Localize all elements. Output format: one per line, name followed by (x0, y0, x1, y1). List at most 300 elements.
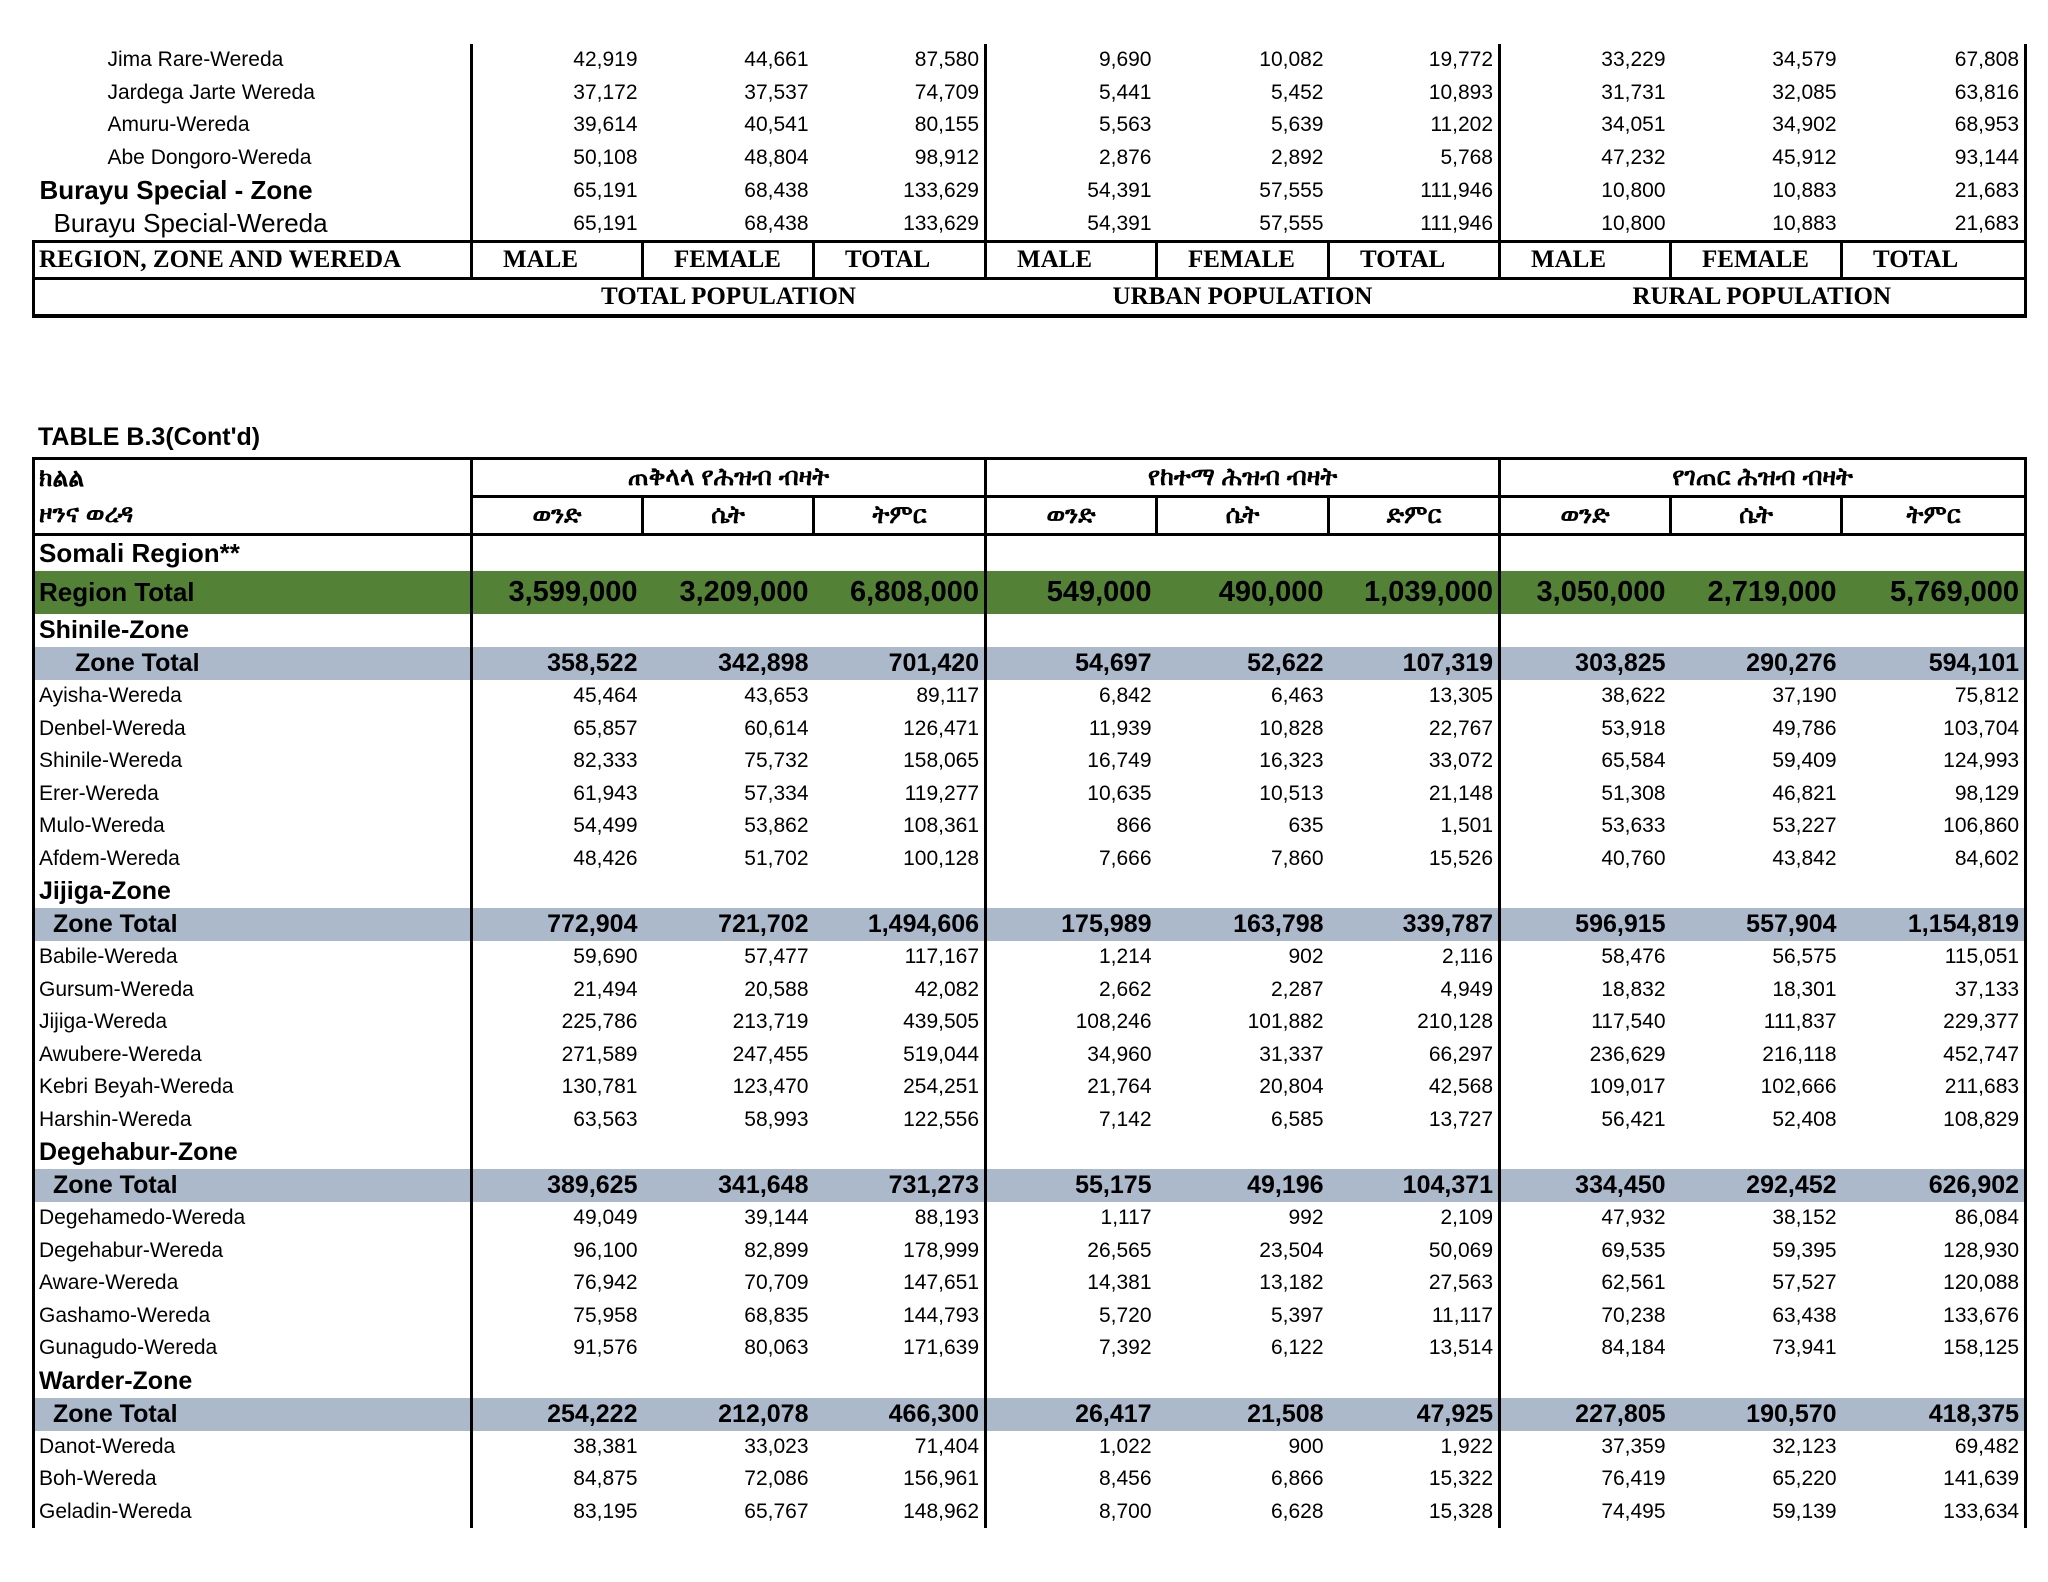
zone-total-row (34, 647, 2026, 680)
population-value: 6,808,000 (814, 571, 986, 614)
population-value: 124,993 (1842, 745, 2026, 778)
wereda-row-label: Shinile-Wereda (34, 745, 472, 778)
population-value: 339,787 (1329, 908, 1500, 941)
population-value: 57,527 (1772, 1271, 1837, 1295)
region-name-row (34, 535, 2026, 572)
top-column-header-row (34, 242, 2026, 279)
population-value: 54,391 (1087, 178, 1152, 202)
population-value: 76,419 (1601, 1467, 1666, 1491)
header-column: ወንድ (986, 497, 1157, 535)
population-value: 158,125 (1842, 1332, 2026, 1365)
population-value: 117,540 (1591, 1010, 1666, 1034)
wereda-row-label: Boh-Wereda (34, 1463, 472, 1496)
population-value: 83,195 (573, 1499, 638, 1523)
population-value: 70,238 (1601, 1303, 1666, 1327)
population-value: 50,069 (1329, 1235, 1500, 1268)
population-value: 34,051 (1601, 113, 1666, 137)
header-column: FEMALE (1671, 242, 1842, 279)
empty-cell (1500, 875, 1671, 908)
wereda-row-label: Abe Dongoro-Wereda (34, 142, 472, 175)
population-value: 101,882 (1247, 1010, 1324, 1034)
empty-cell (472, 535, 643, 572)
table-row (34, 1496, 2026, 1529)
population-value: 16,323 (1259, 749, 1324, 773)
population-value: 74,495 (1601, 1499, 1666, 1523)
empty-cell (1500, 535, 1671, 572)
population-value: 23,504 (1259, 1238, 1324, 1262)
empty-cell (986, 1136, 1157, 1169)
empty-cell (1500, 1136, 1671, 1169)
somali-population-table (32, 457, 2027, 1528)
empty-cell (643, 1136, 814, 1169)
population-value: 53,633 (1601, 814, 1666, 838)
zone-total-label: Zone Total (34, 1398, 472, 1431)
population-value: 190,570 (1671, 1398, 1842, 1431)
population-value: 992 (1288, 1206, 1324, 1230)
population-value: 772,904 (472, 908, 643, 941)
zone-header-row (34, 875, 2026, 908)
population-value: 10,635 (1087, 781, 1152, 805)
population-value: 37,537 (744, 80, 809, 104)
population-value: 56,421 (1601, 1107, 1666, 1131)
zone-name: Shinile-Zone (34, 614, 472, 647)
header-column: TOTAL (814, 242, 986, 279)
empty-cell (1329, 614, 1500, 647)
empty-cell (1157, 535, 1329, 572)
table-row (34, 1235, 2026, 1268)
population-value: 3,599,000 (472, 571, 643, 614)
population-value: 721,702 (643, 908, 814, 941)
population-value: 236,629 (1589, 1042, 1666, 1066)
zone-header-row (34, 614, 2026, 647)
table-row (34, 1300, 2026, 1333)
population-value: 18,301 (1772, 977, 1837, 1001)
population-value: 84,184 (1601, 1336, 1666, 1360)
population-value: 147,651 (814, 1267, 986, 1300)
population-value: 342,898 (643, 647, 814, 680)
population-value: 65,857 (573, 716, 638, 740)
wereda-row-label: Degehamedo-Wereda (34, 1202, 472, 1235)
population-value: 69,482 (1842, 1431, 2026, 1464)
top-population-table (32, 44, 2027, 318)
table-row (34, 1039, 2026, 1072)
population-value: 65,191 (573, 211, 638, 235)
population-value: 11,117 (1329, 1300, 1500, 1333)
header-column: ሴት (643, 497, 814, 535)
wereda-row-label: Afdem-Wereda (34, 843, 472, 876)
population-value: 103,704 (1842, 713, 2026, 746)
population-value: 54,391 (1087, 211, 1152, 235)
population-value: 59,409 (1772, 749, 1837, 773)
population-value: 119,277 (814, 778, 986, 811)
empty-cell (814, 875, 986, 908)
empty-cell (1157, 1365, 1329, 1398)
population-value: 900 (1288, 1434, 1324, 1458)
population-value: 156,961 (814, 1463, 986, 1496)
population-value: 42,919 (573, 48, 638, 72)
population-value: 290,276 (1671, 647, 1842, 680)
population-value: 37,172 (573, 80, 638, 104)
population-value: 1,117 (1100, 1206, 1152, 1230)
population-value: 148,962 (814, 1496, 986, 1529)
population-value: 108,829 (1842, 1104, 2026, 1137)
header-column: MALE (1500, 242, 1671, 279)
population-value: 43,653 (744, 684, 809, 708)
table-row (34, 1431, 2026, 1464)
population-value: 3,209,000 (643, 571, 814, 614)
population-value: 133,634 (1842, 1496, 2026, 1529)
population-value: 19,772 (1329, 44, 1500, 77)
table-row (34, 1006, 2026, 1039)
population-value: 466,300 (814, 1398, 986, 1431)
empty-cell (1157, 1136, 1329, 1169)
population-value: 49,196 (1157, 1169, 1329, 1202)
population-value: 123,470 (732, 1075, 809, 1099)
empty-cell (986, 535, 1157, 572)
population-value: 102,666 (1760, 1075, 1837, 1099)
population-value: 56,575 (1772, 945, 1837, 969)
population-value: 98,129 (1842, 778, 2026, 811)
wereda-row-label: Gashamo-Wereda (34, 1300, 472, 1333)
population-value: 10,883 (1772, 211, 1837, 235)
population-value: 254,251 (814, 1071, 986, 1104)
population-value: 178,999 (814, 1235, 986, 1268)
empty-cell (1671, 1136, 1842, 1169)
wereda-row-label: Jima Rare-Wereda (34, 44, 472, 77)
population-value: 63,816 (1842, 77, 2026, 110)
zone-header-row (34, 1365, 2026, 1398)
table-row (34, 207, 2026, 242)
population-value: 57,555 (1259, 211, 1324, 235)
population-value: 247,455 (732, 1042, 809, 1066)
empty-cell (643, 875, 814, 908)
population-value: 52,622 (1157, 647, 1329, 680)
population-value: 866 (1116, 814, 1152, 838)
table-row (34, 1202, 2026, 1235)
empty-cell (1671, 535, 1842, 572)
population-value: 1,154,819 (1842, 908, 2026, 941)
empty-cell (643, 614, 814, 647)
population-value: 13,727 (1329, 1104, 1500, 1137)
population-value: 50,108 (573, 145, 638, 169)
population-value: 626,902 (1842, 1169, 2026, 1202)
population-value: 452,747 (1842, 1039, 2026, 1072)
wereda-row-label: Geladin-Wereda (34, 1496, 472, 1529)
population-value: 57,334 (744, 781, 809, 805)
population-value: 34,579 (1772, 48, 1837, 72)
population-value: 108,361 (814, 810, 986, 843)
population-value: 75,812 (1842, 680, 2026, 713)
population-value: 88,193 (814, 1202, 986, 1235)
population-value: 54,499 (573, 814, 638, 838)
table-row (34, 44, 2026, 77)
population-value: 16,749 (1087, 749, 1152, 773)
population-value: 212,078 (643, 1398, 814, 1431)
population-value: 55,175 (986, 1169, 1157, 1202)
empty-cell (1842, 535, 2026, 572)
empty-cell (1842, 614, 2026, 647)
top-group-header-row (34, 279, 2026, 317)
empty-cell (814, 614, 986, 647)
wereda-row-label: Harshin-Wereda (34, 1104, 472, 1137)
population-value: 2,662 (1098, 977, 1152, 1001)
population-value: 89,117 (814, 680, 986, 713)
population-value: 91,576 (573, 1336, 638, 1360)
population-value: 7,142 (1098, 1107, 1152, 1131)
population-value: 731,273 (814, 1169, 986, 1202)
population-value: 130,781 (561, 1075, 638, 1099)
population-value: 5,563 (1098, 113, 1152, 137)
population-value: 6,628 (1270, 1499, 1324, 1523)
zone-name: Warder-Zone (34, 1365, 472, 1398)
population-value: 216,118 (1762, 1042, 1837, 1066)
population-value: 47,232 (1601, 145, 1666, 169)
population-value: 389,625 (472, 1169, 643, 1202)
population-value: 2,892 (1270, 145, 1324, 169)
empty-cell (472, 875, 643, 908)
population-value: 32,123 (1772, 1434, 1837, 1458)
population-value: 117,167 (814, 941, 986, 974)
population-value: 229,377 (1842, 1006, 2026, 1039)
population-value: 31,337 (1259, 1042, 1324, 1066)
population-value: 303,825 (1500, 647, 1671, 680)
population-value: 213,719 (732, 1010, 809, 1034)
population-value: 47,932 (1601, 1206, 1666, 1230)
population-value: 54,697 (986, 647, 1157, 680)
population-value: 106,860 (1842, 810, 2026, 843)
population-value: 11,939 (1088, 716, 1152, 740)
population-value: 902 (1288, 945, 1324, 969)
population-value: 5,397 (1270, 1303, 1324, 1327)
population-value: 51,308 (1601, 781, 1666, 805)
population-value: 43,842 (1772, 846, 1837, 870)
population-value: 225,786 (561, 1010, 638, 1034)
wereda-row-label: Aware-Wereda (34, 1267, 472, 1300)
population-value: 8,700 (1098, 1499, 1152, 1523)
zone-header-row (34, 1136, 2026, 1169)
empty-cell (1500, 614, 1671, 647)
population-value: 341,648 (643, 1169, 814, 1202)
population-value: 65,584 (1601, 749, 1666, 773)
population-value: 210,128 (1329, 1006, 1500, 1039)
header-group-total: ጠቅላላ የሕዝብ ብዛት (472, 459, 986, 497)
population-value: 58,993 (744, 1107, 809, 1131)
region-name: Somali Region** (34, 535, 472, 572)
population-value: 109,017 (1589, 1075, 1666, 1099)
population-value: 67,808 (1842, 44, 2026, 77)
table-row (34, 77, 2026, 110)
zone-total-label: Zone Total (34, 908, 472, 941)
population-value: 122,556 (814, 1104, 986, 1137)
population-value: 158,065 (814, 745, 986, 778)
population-value: 13,305 (1329, 680, 1500, 713)
population-value: 84,875 (573, 1467, 638, 1491)
wereda-row-label: Amuru-Wereda (34, 109, 472, 142)
population-value: 68,438 (744, 178, 809, 202)
empty-cell (1329, 1136, 1500, 1169)
population-value: 60,614 (744, 716, 809, 740)
empty-cell (1842, 1365, 2026, 1398)
population-value: 128,930 (1842, 1235, 2026, 1268)
table-caption: TABLE B.3(Cont'd) (38, 423, 261, 451)
population-value: 37,133 (1842, 974, 2026, 1007)
population-value: 4,949 (1329, 974, 1500, 1007)
population-value: 75,732 (744, 749, 809, 773)
population-value: 133,629 (814, 207, 986, 242)
population-value: 490,000 (1157, 571, 1329, 614)
header-column: ወንድ (1500, 497, 1671, 535)
header-column: FEMALE (643, 242, 814, 279)
population-value: 58,476 (1601, 945, 1666, 969)
table-row (34, 174, 2026, 207)
population-value: 82,333 (573, 749, 638, 773)
population-value: 104,371 (1329, 1169, 1500, 1202)
header-group-urban: የከተማ ሕዝብ ብዛት (986, 459, 1500, 497)
population-value: 38,622 (1601, 684, 1666, 708)
population-value: 7,392 (1098, 1336, 1152, 1360)
population-value: 22,767 (1329, 713, 1500, 746)
header-column: MALE (472, 242, 643, 279)
population-value: 49,049 (573, 1206, 638, 1230)
wereda-row-label: Denbel-Wereda (34, 713, 472, 746)
population-value: 21,494 (573, 977, 638, 1001)
wereda-row-label: Gunagudo-Wereda (34, 1332, 472, 1365)
zone-name: Jijiga-Zone (34, 875, 472, 908)
table-row (34, 142, 2026, 175)
empty-cell (986, 875, 1157, 908)
population-value: 96,100 (573, 1238, 638, 1262)
population-value: 120,088 (1842, 1267, 2026, 1300)
population-value: 6,122 (1270, 1336, 1324, 1360)
header-column: TOTAL (1842, 242, 2026, 279)
empty-cell (472, 1136, 643, 1169)
population-value: 635 (1288, 814, 1324, 838)
population-value: 2,876 (1098, 145, 1152, 169)
population-value: 6,842 (1098, 684, 1152, 708)
empty-cell (472, 1365, 643, 1398)
population-value: 271,589 (561, 1042, 638, 1066)
population-value: 1,501 (1329, 810, 1500, 843)
population-value: 100,128 (814, 843, 986, 876)
wereda-row-label: Danot-Wereda (34, 1431, 472, 1464)
population-value: 20,804 (1259, 1075, 1324, 1099)
population-value: 1,039,000 (1329, 571, 1500, 614)
population-value: 18,832 (1601, 977, 1666, 1001)
zone-name: Degehabur-Zone (34, 1136, 472, 1169)
population-value: 5,452 (1270, 80, 1324, 104)
population-value: 163,798 (1157, 908, 1329, 941)
empty-cell (1842, 875, 2026, 908)
population-value: 34,960 (1087, 1042, 1152, 1066)
population-value: 74,709 (814, 77, 986, 110)
population-value: 27,563 (1329, 1267, 1500, 1300)
wereda-row-label: Ayisha-Wereda (34, 680, 472, 713)
population-value: 75,958 (573, 1303, 638, 1327)
population-value: 6,585 (1270, 1107, 1324, 1131)
population-value: 15,328 (1329, 1496, 1500, 1529)
population-value: 45,464 (573, 684, 638, 708)
table-row (34, 974, 2026, 1007)
population-value: 48,426 (573, 846, 638, 870)
population-value: 13,514 (1329, 1332, 1500, 1365)
population-value: 37,359 (1601, 1434, 1666, 1458)
population-value: 71,404 (814, 1431, 986, 1464)
header-empty (34, 279, 472, 317)
zone-total-row (34, 1169, 2026, 1202)
population-value: 10,800 (1601, 178, 1666, 202)
population-value: 21,683 (1842, 174, 2026, 207)
table-row (34, 778, 2026, 811)
special-wereda-label: Burayu Special-Wereda (34, 207, 472, 242)
header-column: ድምር (1329, 497, 1500, 535)
population-value: 21,683 (1842, 207, 2026, 242)
population-value: 10,828 (1259, 716, 1324, 740)
population-value: 38,381 (573, 1434, 638, 1458)
table-row (34, 680, 2026, 713)
population-value: 292,452 (1671, 1169, 1842, 1202)
population-value: 334,450 (1500, 1169, 1671, 1202)
population-value: 211,683 (1842, 1071, 2026, 1104)
population-value: 596,915 (1500, 908, 1671, 941)
empty-cell (1329, 875, 1500, 908)
header-column: ትምር (814, 497, 986, 535)
empty-cell (1329, 1365, 1500, 1398)
population-value: 80,155 (814, 109, 986, 142)
wereda-row-label: Erer-Wereda (34, 778, 472, 811)
population-value: 111,946 (1329, 207, 1500, 242)
population-value: 51,702 (744, 846, 809, 870)
population-value: 21,508 (1157, 1398, 1329, 1431)
table-row (34, 1267, 2026, 1300)
population-value: 86,084 (1842, 1202, 2026, 1235)
population-value: 34,902 (1772, 113, 1837, 137)
population-value: 61,943 (573, 781, 638, 805)
population-value: 84,602 (1842, 843, 2026, 876)
population-value: 3,050,000 (1500, 571, 1671, 614)
population-value: 31,731 (1601, 80, 1666, 104)
header-column: ትምር (1842, 497, 2026, 535)
header-column: ሴት (1671, 497, 1842, 535)
population-value: 48,804 (744, 145, 809, 169)
population-value: 59,395 (1772, 1238, 1837, 1262)
population-value: 82,899 (744, 1238, 809, 1262)
header-column: MALE (986, 242, 1157, 279)
population-value: 26,565 (1087, 1238, 1152, 1262)
empty-cell (986, 1365, 1157, 1398)
population-value: 358,522 (472, 647, 643, 680)
table-row (34, 1071, 2026, 1104)
population-value: 5,768 (1329, 142, 1500, 175)
population-value: 701,420 (814, 647, 986, 680)
population-value: 418,375 (1842, 1398, 2026, 1431)
empty-cell (1329, 535, 1500, 572)
population-value: 5,720 (1098, 1303, 1152, 1327)
empty-cell (1500, 1365, 1671, 1398)
population-value: 5,639 (1270, 113, 1324, 137)
population-value: 549,000 (986, 571, 1157, 614)
population-value: 2,287 (1270, 977, 1324, 1001)
wereda-row-label: Degehabur-Wereda (34, 1235, 472, 1268)
empty-cell (1157, 614, 1329, 647)
population-value: 26,417 (986, 1398, 1157, 1431)
population-value: 108,246 (1075, 1010, 1152, 1034)
population-value: 227,805 (1500, 1398, 1671, 1431)
population-value: 5,769,000 (1842, 571, 2026, 614)
population-value: 63,438 (1772, 1303, 1837, 1327)
population-value: 8,456 (1098, 1467, 1152, 1491)
population-value: 133,676 (1842, 1300, 2026, 1333)
population-value: 7,860 (1270, 846, 1324, 870)
